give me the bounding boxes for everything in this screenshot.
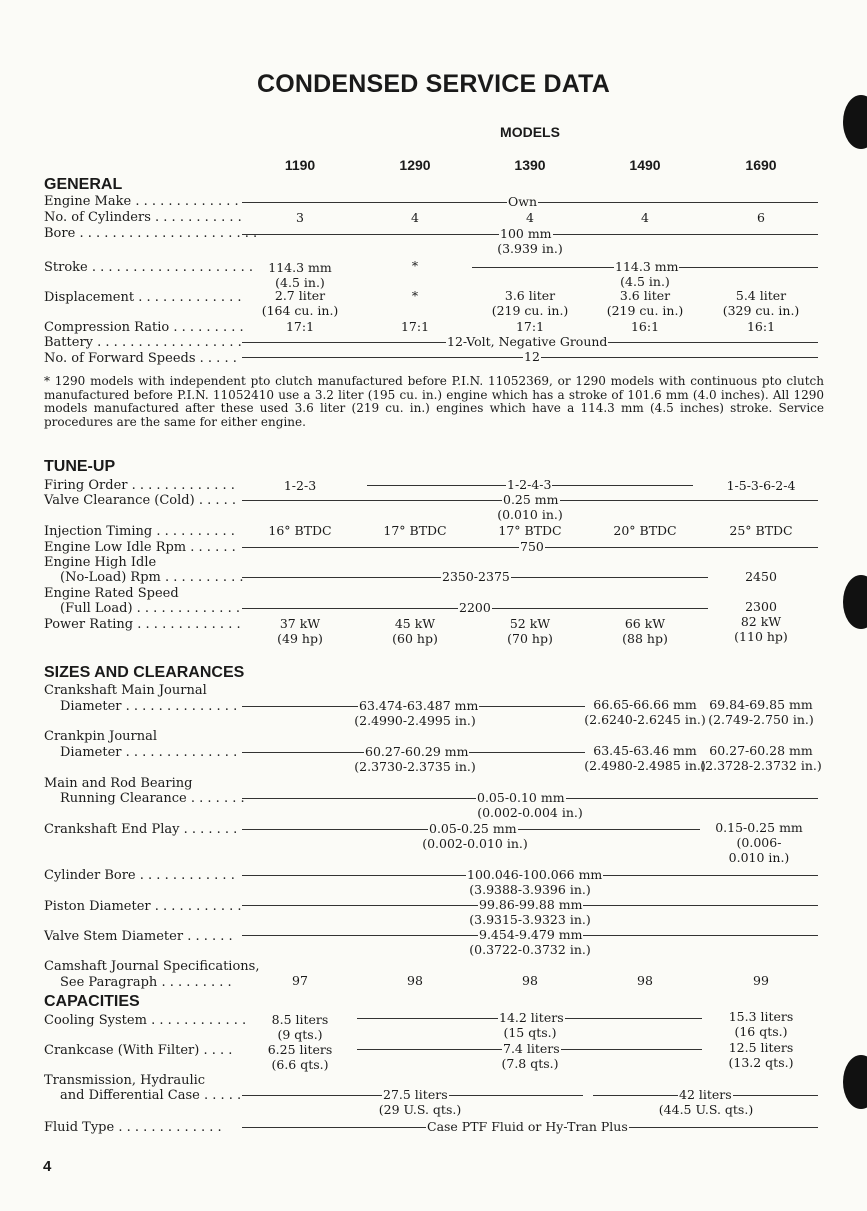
- cooling-1690: 15.3 liters: [728, 1009, 794, 1024]
- crankcase-1690: 12.5 liters: [728, 1040, 794, 1055]
- label-camshaft-2: See Paragraph . . . . . . . . .: [60, 975, 232, 990]
- injection-1190: 16° BTDC: [268, 523, 332, 538]
- power-1690: 82 kW: [740, 614, 782, 629]
- cylinders-1690: 6: [757, 210, 765, 225]
- main-journal-1490: 66.65-66.66 mm: [593, 697, 697, 712]
- engine-make-value: Own: [508, 194, 537, 209]
- cylinder-bore-alt: (3.9388-3.9396 in.): [469, 882, 591, 897]
- label-crankpin: Crankpin Journal: [44, 729, 158, 744]
- label-compression: Compression Ratio . . . . . . . . .: [44, 320, 244, 335]
- label-bearing-2: Running Clearance . . . . . . .: [60, 791, 245, 806]
- crankpin-range: 60.27-60.29 mm: [365, 744, 469, 759]
- label-cylinders: No. of Cylinders . . . . . . . . . . .: [44, 210, 242, 225]
- displacement-1490-alt: (219 cu. in.): [606, 303, 684, 318]
- label-injection-timing: Injection Timing . . . . . . . . . .: [44, 524, 235, 539]
- label-transmission-2: and Differential Case . . . . .: [60, 1088, 242, 1103]
- label-main-journal: Crankshaft Main Journal: [44, 683, 207, 698]
- label-end-play: Crankshaft End Play . . . . . . .: [44, 822, 238, 837]
- displacement-1490: 3.6 liter: [619, 288, 671, 303]
- compression-1190: 17:1: [285, 319, 315, 334]
- compression-1490: 16:1: [630, 319, 660, 334]
- stroke-1190: 114.3 mm: [268, 260, 332, 275]
- models-heading: MODELS: [500, 124, 560, 140]
- stroke-range-alt: (4.5 in.): [620, 274, 670, 289]
- forward-speeds-value: 12: [524, 349, 540, 364]
- valve-clearance-value: 0.25 mm: [503, 492, 559, 507]
- cooling-1190-alt: (9 qts.): [277, 1027, 323, 1042]
- crankpin-1690-alt: (2.3728-2.3732 in.): [700, 758, 822, 773]
- binder-hole: [843, 95, 867, 149]
- crankpin-1490: 63.45-63.46 mm: [593, 743, 697, 758]
- fluid-type-value: Case PTF Fluid or Hy-Tran Plus: [427, 1119, 628, 1134]
- low-idle-value: 750: [520, 539, 544, 554]
- label-firing-order: Firing Order . . . . . . . . . . . . .: [44, 478, 235, 493]
- label-bore: Bore . . . . . . . . . . . . . . . . . . . . . .: [44, 226, 258, 241]
- firing-order-1690: 1-5-3-6-2-4: [726, 478, 796, 493]
- power-1290-alt: (60 hp): [392, 631, 438, 646]
- cylinders-1390: 4: [526, 210, 534, 225]
- label-rated-speed-2: (Full Load) . . . . . . . . . . . . .: [60, 601, 240, 616]
- crankpin-1490-alt: (2.4980-2.4985 in.): [584, 758, 706, 773]
- piston-diameter-alt: (3.9315-3.9323 in.): [469, 912, 591, 927]
- compression-1390: 17:1: [515, 319, 545, 334]
- label-displacement: Displacement . . . . . . . . . . . . .: [44, 290, 242, 305]
- power-1390: 52 kW: [509, 616, 551, 631]
- label-camshaft: Camshaft Journal Specifications,: [44, 959, 260, 974]
- main-journal-range: 63.474-63.487 mm: [359, 698, 479, 713]
- camshaft-1490: 98: [637, 973, 653, 988]
- injection-1490: 20° BTDC: [613, 523, 677, 538]
- crankcase-1190: 6.25 liters: [267, 1042, 333, 1057]
- transmission-range-b-alt: (44.5 U.S. qts.): [658, 1102, 754, 1117]
- high-idle-1690: 2450: [745, 569, 777, 584]
- label-rated-speed: Engine Rated Speed: [44, 586, 179, 601]
- model-1390: 1390: [514, 157, 546, 173]
- high-idle-range: 2350-2375: [442, 569, 510, 584]
- section-sizes: SIZES AND CLEARANCES: [44, 664, 245, 681]
- power-1490: 66 kW: [624, 616, 666, 631]
- crankcase-1690-alt: (13.2 qts.): [728, 1055, 794, 1070]
- label-power-rating: Power Rating . . . . . . . . . . . . .: [44, 617, 241, 632]
- label-valve-stem: Valve Stem Diameter . . . . . .: [44, 929, 233, 944]
- valve-stem-value: 9.454-9.479 mm: [479, 927, 583, 942]
- injection-1290: 17° BTDC: [383, 523, 447, 538]
- valve-stem-alt: (0.3722-0.3732 in.): [469, 942, 591, 957]
- bore-value: 100 mm: [500, 226, 552, 241]
- crankcase-range-alt: (7.8 qts.): [501, 1056, 559, 1071]
- end-play-range: 0.05-0.25 mm: [429, 821, 517, 836]
- section-general: GENERAL: [44, 176, 123, 193]
- injection-1690: 25° BTDC: [729, 523, 793, 538]
- displacement-1290-note: *: [411, 288, 419, 303]
- label-low-idle: Engine Low Idle Rpm . . . . . .: [44, 540, 236, 555]
- compression-1690: 16:1: [746, 319, 776, 334]
- binder-hole: [843, 575, 867, 629]
- cylinder-bore-value: 100.046-100.066 mm: [467, 867, 603, 882]
- cooling-range-alt: (15 qts.): [503, 1025, 557, 1040]
- crankcase-1190-alt: (6.6 qts.): [271, 1057, 329, 1072]
- camshaft-1290: 98: [407, 973, 423, 988]
- main-journal-1690: 69.84-69.85 mm: [709, 697, 813, 712]
- rated-speed-range: 2200: [459, 600, 491, 615]
- label-valve-clearance: Valve Clearance (Cold) . . . . .: [44, 493, 237, 508]
- displacement-1190-alt: (164 cu. in.): [261, 303, 339, 318]
- firing-order-mid: 1-2-4-3: [507, 477, 552, 492]
- displacement-1690: 5.4 liter: [735, 288, 787, 303]
- injection-1390: 17° BTDC: [498, 523, 562, 538]
- footnote: * 1290 models with independent pto clutch manufactured before P.I.N. 11052369, or 1290 models with continuous pto clutch manufactured before P.I.N. 11052410 use a 3.2 liter (195 cu. in.) engine which has a stroke of 101.6 mm (4.0 inches). All 1290 models manufactured after these used 3.6 liter (219 cu. in.) engines which have a 114.3 mm (4.5 inches) stroke. Service procedures are the same for either engine.: [44, 374, 824, 429]
- label-stroke: Stroke . . . . . . . . . . . . . . . . . . . .: [44, 260, 254, 275]
- page-number: 4: [43, 1158, 52, 1175]
- binder-hole: [843, 1055, 867, 1109]
- crankcase-range: 7.4 liters: [503, 1041, 560, 1056]
- cooling-range: 14.2 liters: [499, 1010, 564, 1025]
- transmission-range-a: 27.5 liters: [383, 1087, 448, 1102]
- piston-diameter-value: 99.86-99.88 mm: [479, 897, 583, 912]
- power-1490-alt: (88 hp): [622, 631, 668, 646]
- end-play-1690-alt1: (0.006-: [736, 835, 782, 850]
- label-crankpin-2: Diameter . . . . . . . . . . . . . .: [60, 745, 238, 760]
- end-play-1690: 0.15-0.25 mm: [715, 820, 803, 835]
- transmission-range-b: 42 liters: [679, 1087, 732, 1102]
- label-high-idle: Engine High Idle: [44, 555, 157, 570]
- label-transmission: Transmission, Hydraulic: [44, 1073, 206, 1088]
- main-journal-1690-alt: (2.749-2.750 in.): [708, 712, 814, 727]
- stroke-1190-alt: (4.5 in.): [275, 275, 325, 290]
- power-1190-alt: (49 hp): [277, 631, 323, 646]
- crankpin-range-alt: (2.3730-2.3735 in.): [354, 759, 476, 774]
- stroke-1290-note: *: [411, 258, 419, 273]
- model-1290: 1290: [399, 157, 431, 173]
- displacement-1190: 2.7 liter: [274, 288, 326, 303]
- label-piston-diameter: Piston Diameter . . . . . . . . . . .: [44, 899, 242, 914]
- displacement-1390-alt: (219 cu. in.): [491, 303, 569, 318]
- end-play-range-alt: (0.002-0.010 in.): [422, 836, 528, 851]
- label-bearing: Main and Rod Bearing: [44, 776, 193, 791]
- firing-order-1190: 1-2-3: [283, 478, 317, 493]
- model-1490: 1490: [629, 157, 661, 173]
- cylinders-1190: 3: [296, 210, 304, 225]
- model-1690: 1690: [745, 157, 777, 173]
- battery-value: 12-Volt, Negative Ground: [447, 334, 608, 349]
- camshaft-1690: 99: [753, 973, 769, 988]
- label-engine-make: Engine Make . . . . . . . . . . . . .: [44, 194, 239, 209]
- cooling-1690-alt: (16 qts.): [734, 1024, 788, 1039]
- bearing-value: 0.05-0.10 mm: [477, 790, 565, 805]
- label-cylinder-bore: Cylinder Bore . . . . . . . . . . . .: [44, 868, 235, 883]
- displacement-1690-alt: (329 cu. in.): [722, 303, 800, 318]
- crankpin-1690: 60.27-60.28 mm: [709, 743, 813, 758]
- rated-speed-1690: 2300: [745, 599, 777, 614]
- compression-1290: 17:1: [400, 319, 430, 334]
- label-battery: Battery . . . . . . . . . . . . . . . . . .: [44, 335, 242, 350]
- cylinders-1290: 4: [411, 210, 419, 225]
- end-play-1690-alt2: 0.010 in.): [728, 850, 790, 865]
- power-1390-alt: (70 hp): [507, 631, 553, 646]
- power-1290: 45 kW: [394, 616, 436, 631]
- main-journal-1490-alt: (2.6240-2.6245 in.): [584, 712, 706, 727]
- label-fluid-type: Fluid Type . . . . . . . . . . . . .: [44, 1120, 222, 1135]
- camshaft-1190: 97: [292, 973, 308, 988]
- main-journal-range-alt: (2.4990-2.4995 in.): [354, 713, 476, 728]
- stroke-range: 114.3 mm: [615, 259, 679, 274]
- transmission-range-a-alt: (29 U.S. qts.): [378, 1102, 462, 1117]
- label-main-journal-2: Diameter . . . . . . . . . . . . . .: [60, 699, 238, 714]
- label-cooling-system: Cooling System . . . . . . . . . . . .: [44, 1013, 247, 1028]
- page-title: CONDENSED SERVICE DATA: [256, 70, 611, 98]
- valve-clearance-alt: (0.010 in.): [497, 507, 563, 522]
- camshaft-1390: 98: [522, 973, 538, 988]
- bearing-value-alt: (0.002-0.004 in.): [477, 805, 583, 820]
- power-1690-alt: (110 hp): [734, 629, 788, 644]
- cooling-1190: 8.5 liters: [271, 1012, 329, 1027]
- model-1190: 1190: [284, 157, 316, 173]
- cylinders-1490: 4: [641, 210, 649, 225]
- power-1190: 37 kW: [279, 616, 321, 631]
- displacement-1390: 3.6 liter: [504, 288, 556, 303]
- bore-value-alt: (3.939 in.): [497, 241, 563, 256]
- label-crankcase: Crankcase (With Filter) . . . .: [44, 1043, 233, 1058]
- label-forward-speeds: No. of Forward Speeds . . . . .: [44, 351, 237, 366]
- section-tune-up: TUNE-UP: [44, 458, 116, 475]
- section-capacities: CAPACITIES: [44, 993, 140, 1010]
- label-high-idle-2: (No-Load) Rpm . . . . . . . . . .: [60, 570, 244, 585]
